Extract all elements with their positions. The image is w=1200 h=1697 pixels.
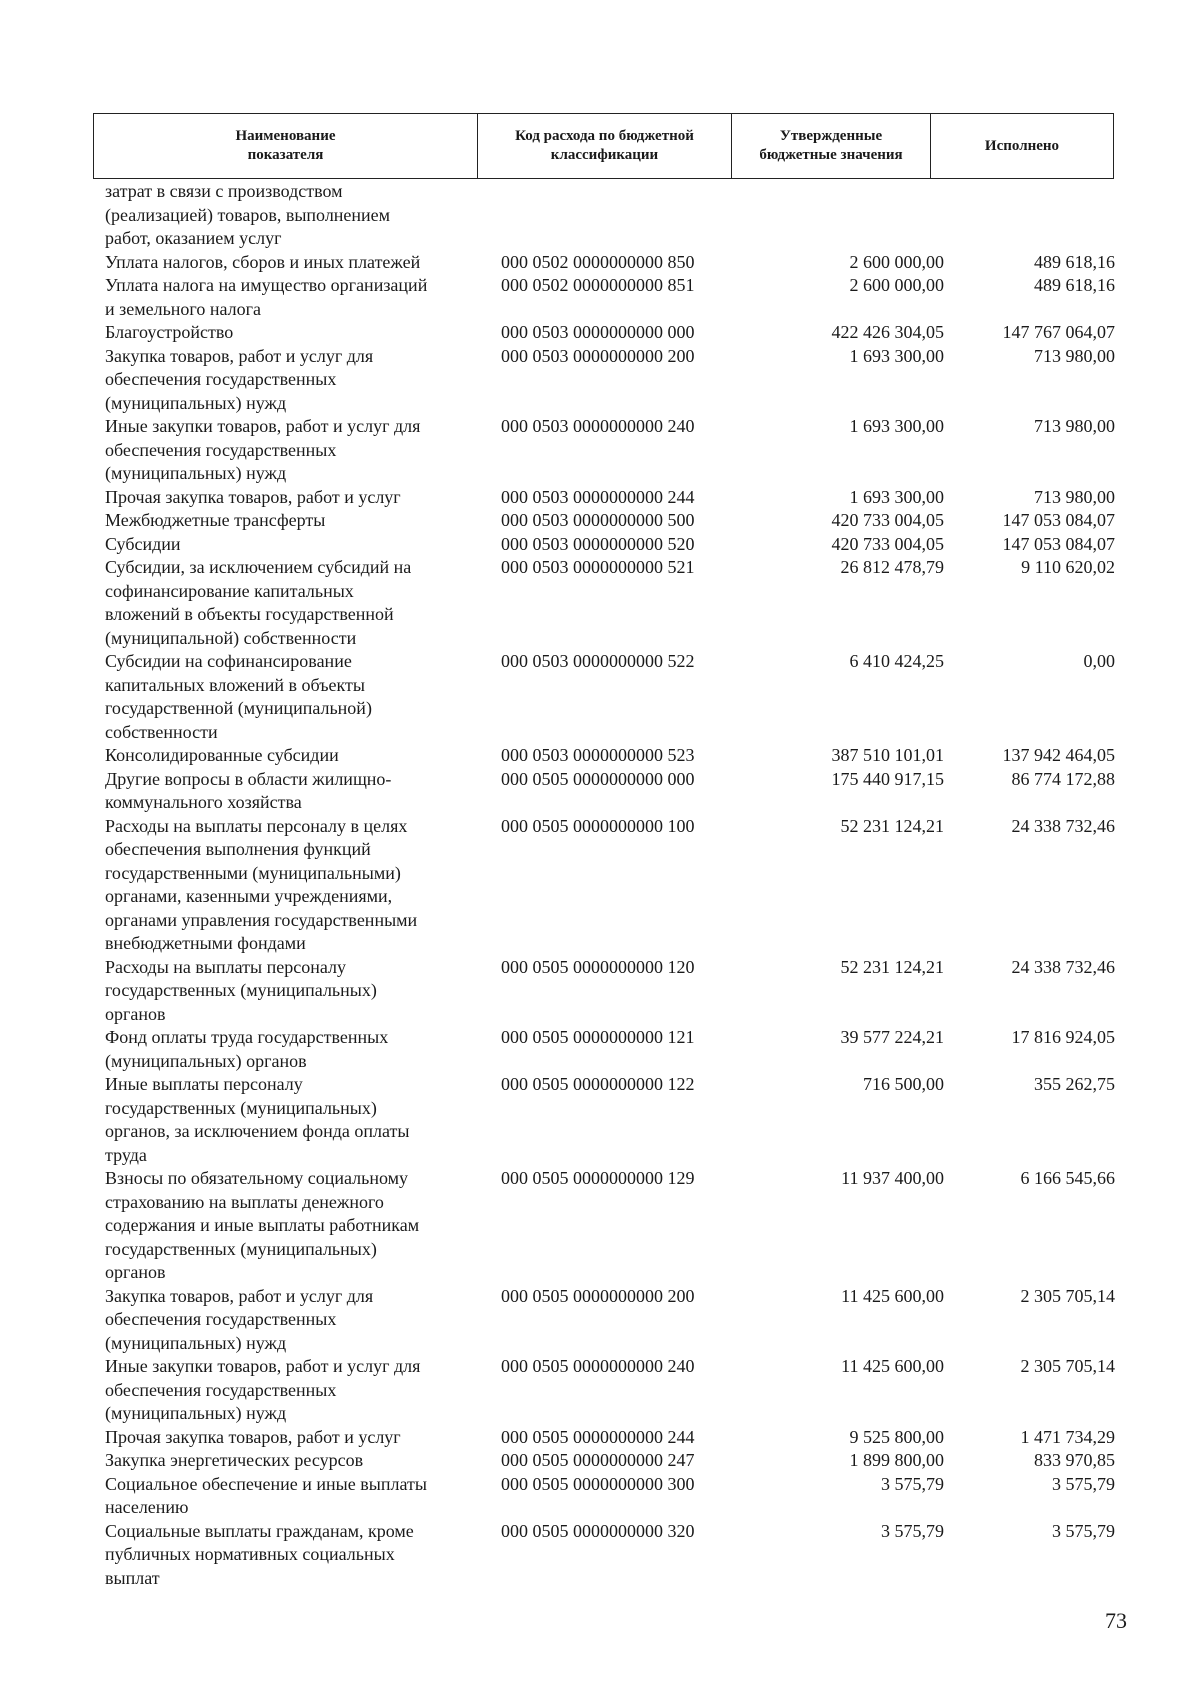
row-code: 000 0503 0000000000 523	[501, 745, 695, 765]
row-approved: 3 575,79	[881, 1520, 944, 1541]
row-code: 000 0503 0000000000 522	[501, 651, 695, 671]
row-approved: 1 899 800,00	[849, 1450, 944, 1470]
table-row	[105, 274, 1115, 321]
row-code: 000 0505 0000000000 247	[501, 1450, 695, 1470]
row-executed: 489 618,16	[1034, 275, 1115, 295]
row-executed: 355 262,75	[1034, 1074, 1115, 1094]
table-row	[105, 1073, 1115, 1167]
table-row	[105, 815, 1115, 956]
row-name: Закупка энергетических ресурсов	[105, 1450, 364, 1470]
row-executed: 1 471 734,29	[1020, 1426, 1115, 1447]
table-row	[105, 533, 1115, 557]
row-approved: 52 231 124,21	[840, 815, 944, 836]
row-name: Прочая закупка товаров, работ и услуг	[105, 1426, 401, 1447]
row-code: 000 0503 0000000000 240	[501, 416, 695, 436]
row-approved: 39 577 224,21	[840, 1027, 944, 1047]
row-approved: 1 693 300,00	[849, 486, 944, 507]
row-code: 000 0505 0000000000 121	[501, 1027, 695, 1047]
table-row	[105, 768, 1115, 815]
row-name: Социальные выплаты гражданам, кроме публичных нормативных социальных выплат	[105, 1520, 414, 1588]
row-executed: 147 053 084,07	[1002, 533, 1115, 554]
row-name: Взносы по обязательному социальному страхованию на выплаты денежного содержания и иные выплаты работникам государственных (муниципальных) органов	[105, 1168, 420, 1282]
row-code: 000 0503 0000000000 521	[501, 557, 695, 577]
row-name: Прочая закупка товаров, работ и услуг	[105, 486, 401, 507]
table-row	[105, 650, 1115, 744]
row-approved: 52 231 124,21	[840, 956, 944, 977]
row-approved: 2 600 000,00	[849, 275, 944, 295]
table-row	[105, 251, 1115, 275]
row-code: 000 0505 0000000000 129	[501, 1168, 695, 1188]
table-row	[105, 956, 1115, 1027]
row-executed: 147 053 084,07	[1002, 510, 1115, 530]
row-name: Уплата налога на имущество организаций и земельного налога	[105, 275, 428, 319]
row-code: 000 0503 0000000000 520	[501, 533, 695, 554]
row-name: Фонд оплаты труда государственных (муниципальных) органов	[105, 1027, 389, 1071]
row-code: 000 0505 0000000000 120	[501, 956, 695, 977]
row-approved: 11 425 600,00	[841, 1356, 944, 1376]
row-name: Расходы на выплаты персоналу государственных (муниципальных) органов	[105, 956, 377, 1024]
row-executed: 2 305 705,14	[1020, 1285, 1115, 1306]
table-row	[105, 1355, 1115, 1426]
row-executed: 0,00	[1083, 651, 1115, 671]
row-approved: 1 693 300,00	[849, 345, 944, 366]
table-row	[105, 1449, 1115, 1473]
header-approved: Утвержденные бюджетные значения	[732, 114, 931, 178]
row-approved: 387 510 101,01	[831, 745, 944, 765]
row-name: Уплата налогов, сборов и иных платежей	[105, 251, 421, 272]
row-executed: 17 816 924,05	[1011, 1027, 1115, 1047]
table-row	[105, 1520, 1115, 1591]
row-name: Благоустройство	[105, 322, 234, 342]
row-code: 000 0505 0000000000 320	[501, 1520, 695, 1541]
table-row	[105, 1285, 1115, 1356]
row-executed: 3 575,79	[1052, 1520, 1115, 1541]
row-name: Межбюджетные трансферты	[105, 510, 326, 530]
row-executed: 137 942 464,05	[1002, 745, 1115, 765]
row-executed: 147 767 064,07	[1002, 322, 1115, 342]
table-row	[105, 1426, 1115, 1450]
table-row	[105, 744, 1115, 768]
table-row	[105, 509, 1115, 533]
row-executed: 489 618,16	[1034, 251, 1115, 272]
row-name: Консолидированные субсидии	[105, 745, 339, 765]
row-code: 000 0503 0000000000 244	[501, 486, 695, 507]
row-code	[499, 180, 739, 251]
row-approved: 175 440 917,15	[831, 768, 944, 789]
row-code: 000 0502 0000000000 850	[501, 251, 695, 272]
row-name: Закупка товаров, работ и услуг для обеспечения государственных (муниципальных) нужд	[105, 1285, 374, 1353]
row-approved: 2 600 000,00	[849, 251, 944, 272]
row-name: Расходы на выплаты персоналу в целях обеспечения выполнения функций государственными (муниципальными) органами, казенными учреждениями, органами управления государственными внебюджетными фондами	[105, 815, 418, 953]
row-code: 000 0505 0000000000 122	[501, 1074, 695, 1094]
row-code: 000 0505 0000000000 244	[501, 1426, 695, 1447]
row-executed: 6 166 545,66	[1020, 1168, 1115, 1188]
row-executed: 2 305 705,14	[1020, 1356, 1115, 1376]
row-code: 000 0505 0000000000 200	[501, 1285, 695, 1306]
row-code: 000 0505 0000000000 000	[501, 768, 695, 789]
row-approved	[739, 180, 944, 251]
table-row	[105, 1473, 1115, 1520]
table-row	[105, 486, 1115, 510]
row-approved: 9 525 800,00	[849, 1426, 944, 1447]
row-approved: 1 693 300,00	[849, 416, 944, 436]
row-name: Другие вопросы в области жилищно- коммунального хозяйства	[105, 768, 392, 812]
row-executed: 86 774 172,88	[1011, 768, 1115, 789]
page-number: 73	[1105, 1608, 1127, 1633]
row-code: 000 0505 0000000000 100	[501, 815, 695, 836]
table-row	[105, 1167, 1115, 1285]
row-executed: 9 110 620,02	[1021, 557, 1115, 577]
row-name: Иные закупки товаров, работ и услуг для обеспечения государственных (муниципальных) нужд	[105, 416, 421, 483]
row-name: Закупка товаров, работ и услуг для обеспечения государственных (муниципальных) нужд	[105, 345, 374, 413]
row-code: 000 0502 0000000000 851	[501, 275, 695, 295]
table-body	[105, 180, 1115, 1590]
row-approved: 11 937 400,00	[841, 1168, 944, 1188]
table-row	[105, 180, 1115, 251]
row-approved: 11 425 600,00	[841, 1285, 944, 1306]
row-code: 000 0503 0000000000 000	[501, 322, 695, 342]
row-approved: 422 426 304,05	[831, 322, 944, 342]
row-executed: 713 980,00	[1034, 416, 1115, 436]
row-executed: 713 980,00	[1034, 486, 1115, 507]
header-name: Наименование показателя	[94, 114, 478, 178]
row-code: 000 0505 0000000000 240	[501, 1356, 695, 1376]
row-executed: 3 575,79	[1052, 1473, 1115, 1494]
row-code: 000 0503 0000000000 500	[501, 510, 695, 530]
table-row	[105, 321, 1115, 345]
row-executed: 24 338 732,46	[1011, 956, 1115, 977]
row-approved: 716 500,00	[863, 1074, 944, 1094]
row-name: Иные выплаты персоналу государственных (муниципальных) органов, за исключением фонда оплаты труда	[105, 1074, 410, 1165]
row-name: Иные закупки товаров, работ и услуг для обеспечения государственных (муниципальных) нужд	[105, 1356, 421, 1423]
table-row	[105, 345, 1115, 416]
row-approved: 6 410 424,25	[849, 651, 944, 671]
header-code: Код расхода по бюджетной классификации	[478, 114, 732, 178]
table-row	[105, 415, 1115, 486]
table-header	[93, 113, 1114, 179]
row-approved: 3 575,79	[881, 1473, 944, 1494]
row-code: 000 0503 0000000000 200	[501, 345, 695, 366]
row-executed: 24 338 732,46	[1011, 815, 1115, 836]
row-name: Субсидии, за исключением субсидий на софинансирование капитальных вложений в объекты государственной (муниципальной) собственности	[105, 557, 412, 648]
row-code: 000 0505 0000000000 300	[501, 1473, 695, 1494]
row-approved: 420 733 004,05	[831, 533, 944, 554]
row-approved: 420 733 004,05	[831, 510, 944, 530]
row-name: Социальное обеспечение и иные выплаты населению	[105, 1473, 427, 1517]
row-executed: 833 970,85	[1034, 1450, 1115, 1470]
row-executed	[944, 180, 1115, 251]
table-row	[105, 1026, 1115, 1073]
header-executed: Исполнено	[984, 137, 1060, 154]
row-executed: 713 980,00	[1034, 345, 1115, 366]
table-row	[105, 556, 1115, 650]
row-approved: 26 812 478,79	[840, 557, 944, 577]
row-name: Субсидии на софинансирование капитальных вложений в объекты государственной (муниципальной) собственности	[105, 651, 372, 742]
row-name: затрат в связи с производством (реализацией) товаров, выполнением работ, оказанием услуг	[105, 181, 391, 248]
row-name: Субсидии	[105, 533, 181, 554]
